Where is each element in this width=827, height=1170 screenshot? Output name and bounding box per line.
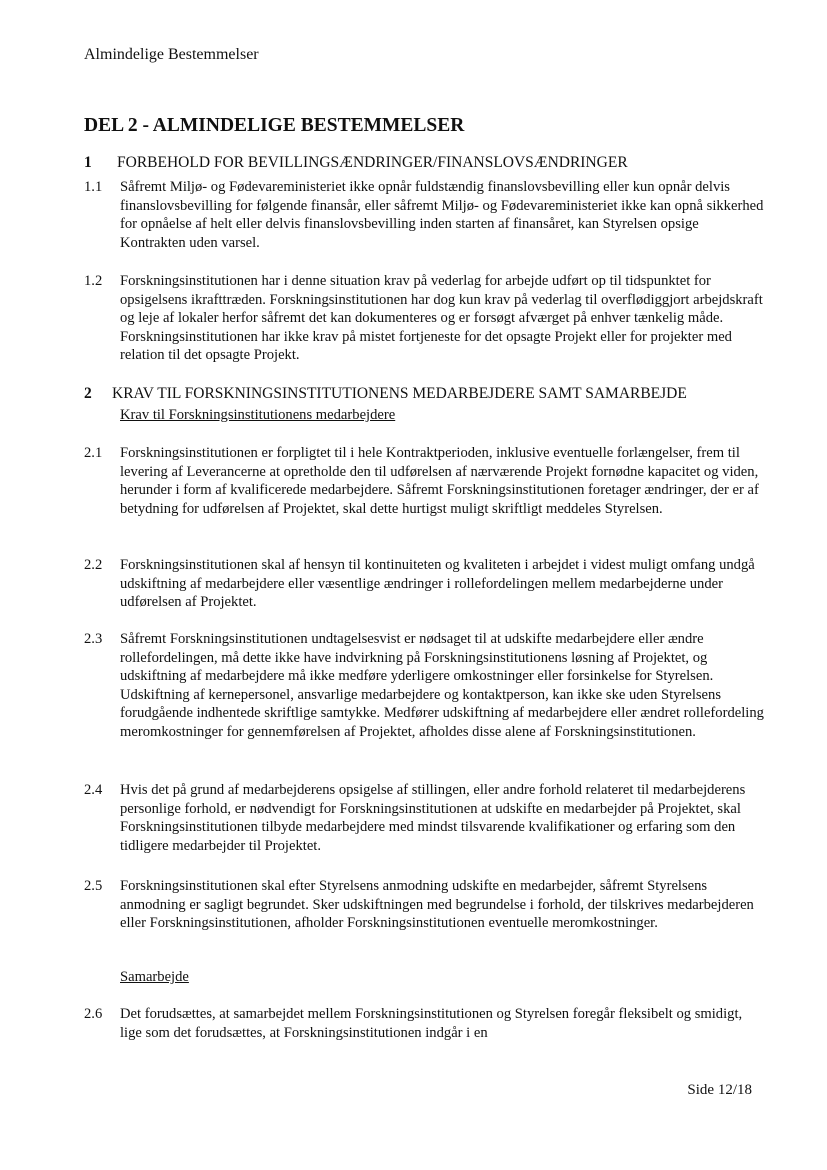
paragraph-text: Såfremt Forskningsinstitutionen undtagelsesvist er nødsaget til at udskifte medarbejdere eller ændre rollefordelingen, må dette ikke have indvirkning på Forskningsinstitutionens løsning af Projektet, og udskiftning af medarbejdere må ikke medføre yderligere omkostninger eller forsinkelse for Styrelsen. Udskiftning af kernepersonel, ansvarlige medarbejdere og kontaktperson, kan ikke ske uden Styrelsens forudgående indhentede skriftlige samtykke. Medfører udskiftning af medarbejdere eller ændret rollefordeling meromkostninger for gennemførelsen af Projektet, afholdes disse alene af Forskningsinstitutionen. [120,631,764,740]
paragraph-number: 2.5 [84,878,103,894]
subheading: Samarbejde [120,969,189,985]
paragraph [84,178,764,252]
paragraph [84,444,764,518]
document-title: DEL 2 - ALMINDELIGE BESTEMMELSER [84,115,465,136]
section-title: KRAV TIL FORSKNINGSINSTITUTIONENS MEDARBEJDERE SAMT SAMARBEJDE [112,385,687,402]
paragraph-number: 2.6 [84,1006,103,1022]
paragraph-number: 1.2 [84,273,103,289]
paragraph-text: Forskningsinstitutionen er forpligtet til i hele Kontraktperioden, inklusive eventuelle forlængelser, frem til levering af Leverancerne at opretholde den til udførelsen af nærværende Projekt fornødne kapacitet og viden, herunder i form af kvalificerede medarbejdere. Såfremt Forskningsinstitutionen foretager ændringer, der er af betydning for udførelsen af Projektet, skal dette hurtigst muligt skriftligt meddeles Styrelsen. [120,445,759,517]
paragraph-text: Hvis det på grund af medarbejderens opsigelse af stillingen, eller andre forhold relateret til medarbejderens personlige forhold, er nødvendigt for Forskningsinstitutionen at udskifte en medarbejder på Projektet, skal Forskningsinstitutionen tilbyde medarbejdere med mindst tilsvarende kvalifikationer og erfaring som den tidligere medarbejder til Projektet. [120,782,746,854]
paragraph [84,781,764,855]
paragraph [84,630,764,742]
running-header: Almindelige Bestemmelser [84,46,259,63]
paragraph-number: 2.3 [84,631,103,647]
paragraph [84,556,764,612]
subheading: Krav til Forskningsinstitutionens medarbejdere [120,407,396,423]
paragraph-text: Forskningsinstitutionen har i denne situation krav på vederlag for arbejde udført op til tidspunktet for opsigelsens ikrafttræden. Forskningsinstitutionen har dog kun krav på vederlag til overflødiggjort arbejdskraft og leje af lokaler herfor såfremt det kan dokumenteres og er forsøgt afværget på enhver tænkelig måde. Forskningsinstitutionen har ikke krav på mistet fortjeneste for det opsagte Projekt eller for projekter med relation til det opsagte Projekt. [120,273,763,364]
paragraph-text: Forskningsinstitutionen skal af hensyn til kontinuiteten og kvaliteten i arbejdet i videst muligt omfang undgå udskiftning af medarbejdere eller væsentlige ændringer i rollefordelingen mellem medarbejderne under udførelsen af Projektet. [120,557,755,611]
section-number: 1 [84,154,92,171]
page-number: Side 12/18 [687,1082,752,1098]
paragraph [84,877,764,933]
paragraph-text: Såfremt Miljø- og Fødevareministeriet ikke opnår fuldstændig finanslovsbevilling eller kun opnår delvis finanslovsbevilling for følgende finansår, eller såfremt Miljø- og Fødevareministeriet ikke kan opnå sikkerhed for opnåelse af helt eller delvis finanslovsbevilling inden starten af finansåret, kan Styrelsen opsige Kontrakten uden varsel. [120,179,764,251]
paragraph-number: 2.1 [84,445,103,461]
paragraph-text: Forskningsinstitutionen skal efter Styrelsens anmodning udskifte en medarbejder, såfremt Styrelsens anmodning er sagligt begrundet. Sker udskiftningen med begrundelse i forhold, der tilskrives medarbejderen eller Forskningsinstitutionen, afholder Forskningsinstitutionen eventuelle meromkostninger. [120,878,754,932]
paragraph [84,1005,764,1042]
section-number: 2 [84,385,92,402]
section-title: FORBEHOLD FOR BEVILLINGSÆNDRINGER/FINANSLOVSÆNDRINGER [117,154,628,171]
paragraph-text: Det forudsættes, at samarbejdet mellem Forskningsinstitutionen og Styrelsen foregår fleksibelt og smidigt, lige som det forudsættes, at Forskningsinstitutionen indgår i en [120,1006,743,1041]
paragraph [84,272,764,365]
paragraph-number: 2.4 [84,782,103,798]
paragraph-number: 2.2 [84,557,103,573]
paragraph-number: 1.1 [84,179,103,195]
